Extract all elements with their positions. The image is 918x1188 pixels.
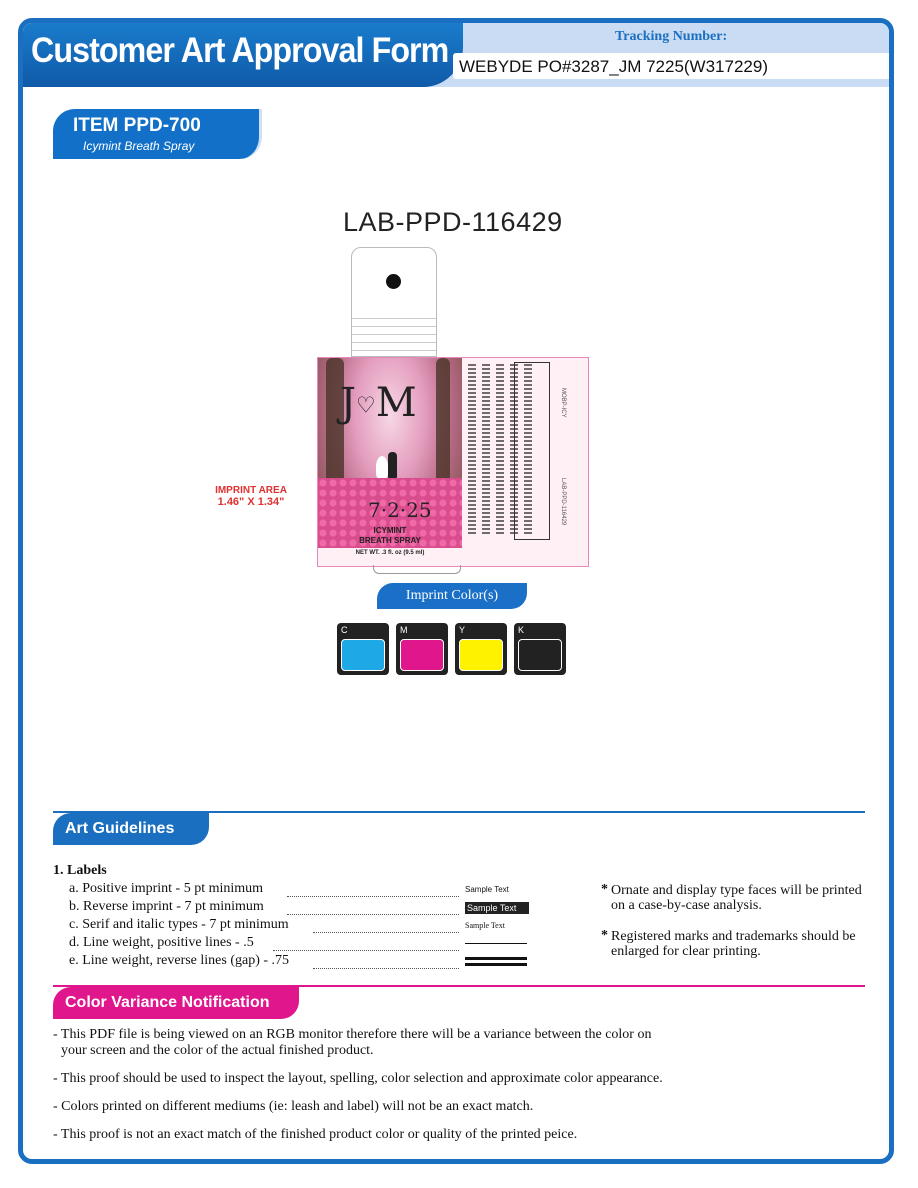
imprint-colors-title: Imprint Color(s) bbox=[377, 583, 527, 609]
leader-dots bbox=[313, 967, 459, 969]
swatch-fill bbox=[518, 639, 562, 671]
sample-reverse: Sample Text bbox=[465, 902, 529, 914]
couple-figure bbox=[376, 450, 400, 478]
variance-line: - This proof is not an exact match of the finished product color or quality of the printed peice. bbox=[53, 1127, 578, 1142]
reverse-line-sample bbox=[465, 957, 527, 960]
drug-facts-box bbox=[514, 362, 550, 540]
item-name: Icymint Breath Spray bbox=[83, 139, 195, 153]
text-column bbox=[496, 364, 504, 534]
monogram-left: J bbox=[340, 380, 357, 426]
bottle-base bbox=[373, 565, 461, 574]
swatch-letter: M bbox=[400, 625, 408, 635]
guideline-row: e. Line weight, reverse lines (gap) - .75 bbox=[69, 953, 290, 968]
swatch-letter: K bbox=[518, 625, 525, 635]
side-code-top: LAB-PPD-116429 bbox=[560, 478, 566, 526]
leader-dots bbox=[287, 913, 459, 915]
tracking-label: Tracking Number: bbox=[615, 29, 728, 44]
guideline-note: * Ornate and display type faces will be printed on a case-by-case analysis. bbox=[601, 882, 862, 913]
tree-right bbox=[436, 358, 450, 488]
heart-icon: ♡ bbox=[356, 393, 376, 419]
text-column bbox=[468, 364, 476, 534]
imprint-area-label: IMPRINT AREA bbox=[215, 485, 287, 496]
variance-line: - This PDF file is being viewed on an RGB monitor therefore there will be a variance between the color on bbox=[53, 1027, 652, 1042]
leader-dots bbox=[273, 949, 459, 951]
labels-heading: 1. Labels bbox=[53, 863, 107, 878]
guideline-row: a. Positive imprint - 5 pt minimum bbox=[69, 881, 264, 896]
item-badge bbox=[53, 109, 262, 159]
groom-figure bbox=[388, 452, 397, 478]
item-code: ITEM PPD-700 bbox=[73, 115, 201, 136]
wedding-date: 7·2·25 bbox=[368, 498, 432, 522]
header-bar bbox=[23, 23, 889, 87]
variance-line: - This proof should be used to inspect the layout, spelling, color selection and approximate color appearance. bbox=[53, 1071, 663, 1086]
leader-dots bbox=[313, 931, 459, 933]
imprint-area-size: 1.46" X 1.34" bbox=[217, 496, 285, 508]
art-guidelines-title: Art Guidelines bbox=[53, 813, 209, 845]
swatch-c bbox=[337, 623, 389, 675]
guideline-note: * Registered marks and trademarks should be enlarged for clear printing. bbox=[601, 928, 856, 959]
lab-code: LAB-PPD-116429 bbox=[343, 207, 563, 237]
cap-line bbox=[352, 350, 436, 351]
form-frame bbox=[18, 18, 894, 1164]
variance-line: - Colors printed on different mediums (ie: leash and label) will not be an exact match. bbox=[53, 1099, 534, 1114]
label-photo bbox=[318, 358, 462, 548]
reverse-line-sample bbox=[465, 963, 527, 966]
swatch-fill bbox=[341, 639, 385, 671]
nozzle-dot bbox=[386, 274, 401, 289]
text-column bbox=[482, 364, 490, 534]
swatch-y bbox=[455, 623, 507, 675]
cap-line bbox=[352, 334, 436, 335]
spray-cap bbox=[351, 247, 437, 357]
brand-line1: ICYMINT bbox=[373, 526, 407, 535]
swatch-letter: C bbox=[341, 625, 348, 635]
form-title: Customer Art Approval Form bbox=[31, 31, 449, 70]
positive-line-sample bbox=[465, 943, 527, 944]
variance-line: your screen and the color of the actual finished product. bbox=[61, 1043, 374, 1058]
monogram-right: M bbox=[375, 380, 417, 426]
swatch-fill bbox=[400, 639, 444, 671]
swatch-fill bbox=[459, 639, 503, 671]
net-weight: NET WT. .3 fl. oz (9.5 ml) bbox=[355, 550, 425, 556]
tracking-number-field[interactable] bbox=[453, 53, 891, 79]
guideline-row: d. Line weight, positive lines - .5 bbox=[69, 935, 254, 950]
imprint-area-note bbox=[211, 485, 291, 508]
cap-line bbox=[352, 326, 436, 327]
guideline-row: b. Reverse imprint - 7 pt minimum bbox=[69, 899, 264, 914]
title-banner bbox=[23, 23, 463, 87]
brand-line2: BREATH SPRAY bbox=[359, 536, 421, 545]
side-code-bottom: MOBP-ICY bbox=[560, 388, 566, 418]
sample-serif: Sample Text bbox=[465, 921, 505, 930]
color-variance-title: Color Variance Notification bbox=[53, 987, 299, 1019]
swatch-m bbox=[396, 623, 448, 675]
monogram bbox=[340, 380, 417, 426]
swatch-k bbox=[514, 623, 566, 675]
tracking-number-value: WEBYDE PO#3287_JM 7225(W317229) bbox=[459, 57, 768, 76]
swatch-letter: Y bbox=[459, 625, 466, 635]
cap-line bbox=[352, 342, 436, 343]
bullet-icon: * bbox=[601, 882, 608, 897]
leader-dots bbox=[287, 895, 459, 897]
guideline-row: c. Serif and italic types - 7 pt minimum bbox=[69, 917, 289, 932]
bullet-icon: * bbox=[601, 928, 608, 943]
bride-figure bbox=[376, 456, 388, 478]
label-proof bbox=[317, 357, 589, 567]
cap-line bbox=[352, 318, 436, 319]
tree-left bbox=[326, 358, 344, 498]
sample-positive: Sample Text bbox=[465, 885, 509, 894]
